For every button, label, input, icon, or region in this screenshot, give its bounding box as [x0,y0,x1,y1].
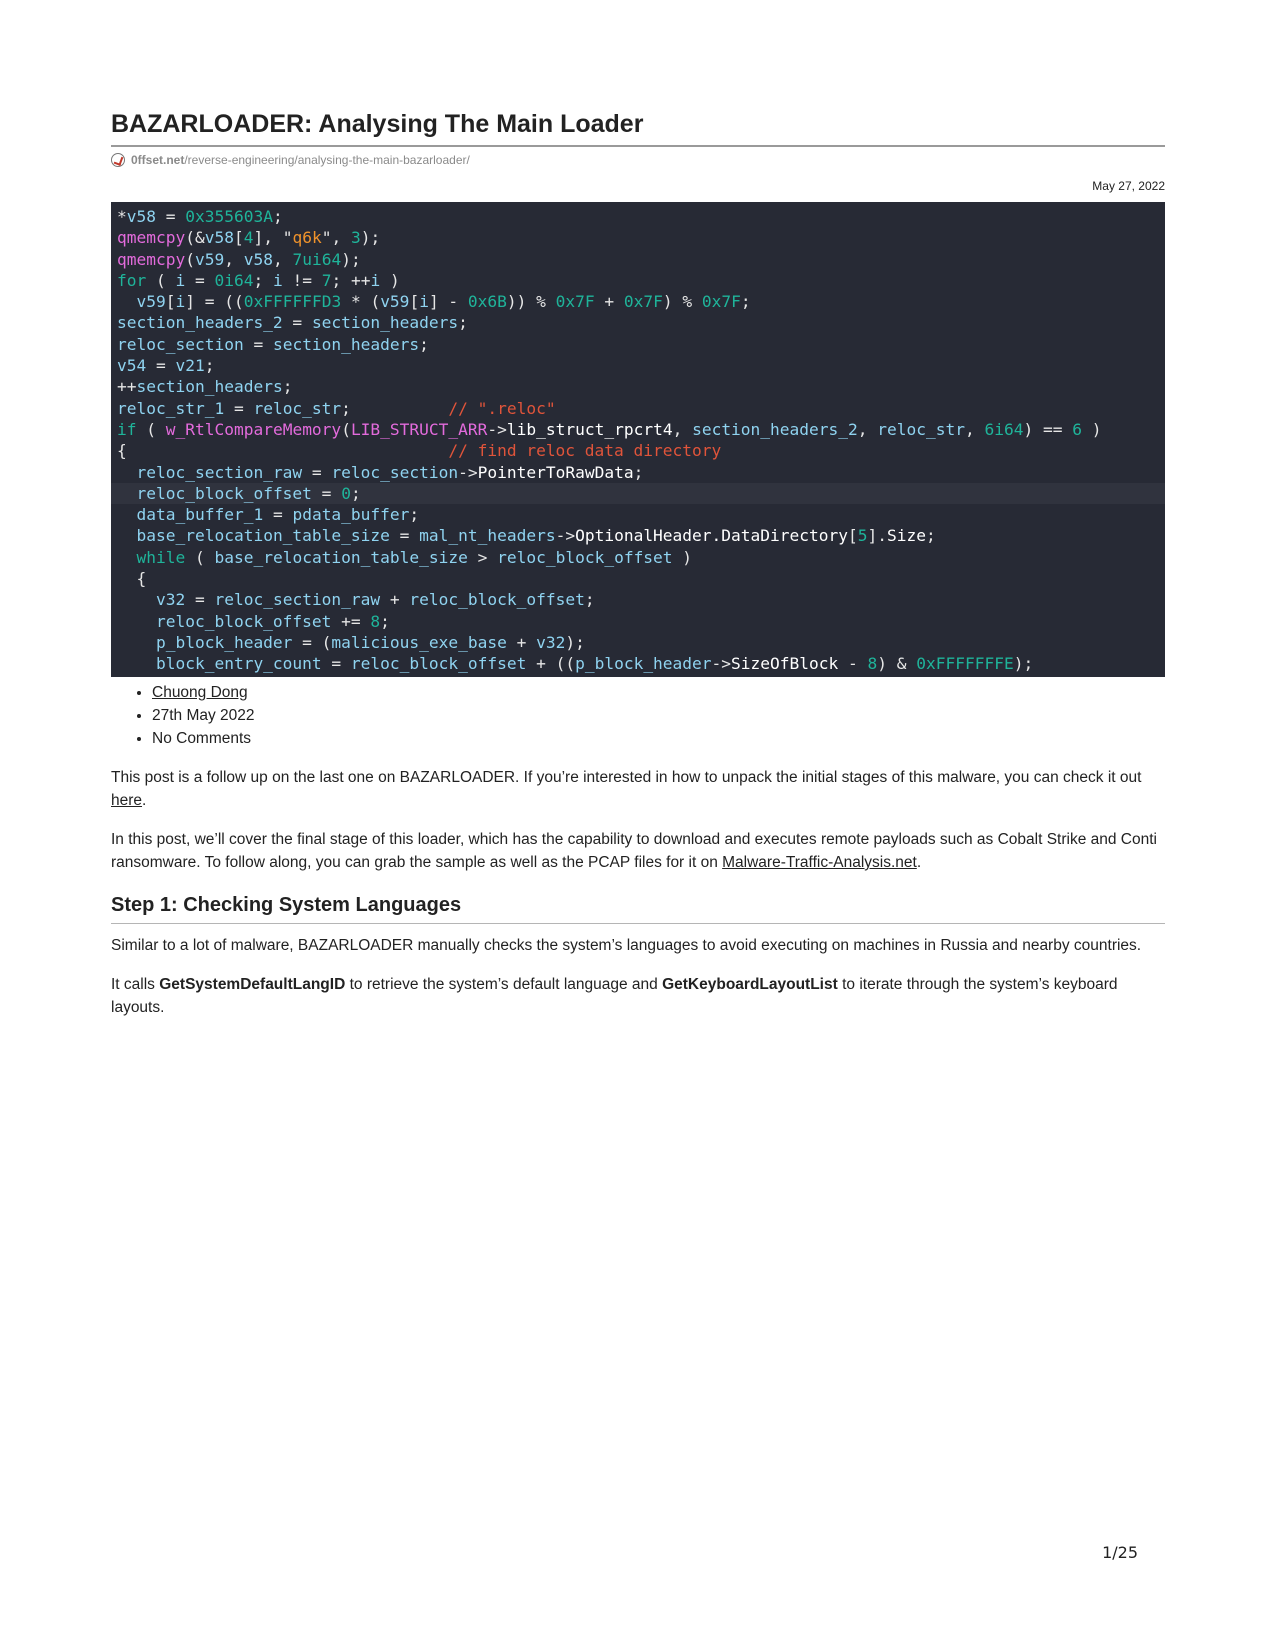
post-comments-item: • No Comments [152,727,1165,750]
api-calls-paragraph: It calls GetSystemDefaultLangID to retrieve the system’s default language and GetKeyboardLayoutList to iterate through the system’s keyboard layouts. [111,976,1118,1016]
publish-date: May 27, 2022 [1092,179,1165,193]
code-line: { [117,569,147,589]
post-date-item: • 27th May 2022 [152,704,1165,727]
code-line: v59[i] = ((0xFFFFFFD3 * (v59[i] - 0x6B)) % 0x7F + 0x7F) % 0x7F; [136,292,751,312]
code-line: base_relocation_table_size = mal_nt_headers->OptionalHeader.DataDirectory[5].Size; [136,526,936,546]
code-line: v54 = v21; [117,356,215,376]
malware-traffic-analysis-link[interactable]: Malware-Traffic-Analysis.net [722,854,917,871]
code-line: if ( w_RtlCompareMemory(LIB_STRUCT_ARR->lib_struct_rpcrt4, section_headers_2, reloc_str, 6i64) == 6 ) [117,419,1102,439]
code-line: block_entry_count = reloc_block_offset + ((p_block_header->SizeOfBlock - 8) & 0xFFFFFFFE); [155,654,1034,674]
code-screenshot [111,202,1165,677]
page-number: 1/25 [1102,1543,1138,1562]
code-line: reloc_section = section_headers; [117,334,429,354]
author-link[interactable]: Chuong Dong [152,684,248,701]
code-line: reloc_block_offset += 8; [155,611,390,631]
source-link[interactable] [111,153,1165,167]
here-link[interactable]: here [111,792,143,809]
page-title: BAZARLOADER: Analysing The Main Loader [111,110,1165,147]
source-domain: 0ffset.net [131,153,185,167]
code-line: { // find reloc data directory [117,441,722,461]
source-path: /reverse-engineering/analysing-the-main-bazarloader/ [184,153,470,167]
code-line: qmemcpy(&v58[4], "q6k", 3); [117,228,381,248]
code-line: section_headers_2 = section_headers; [117,313,468,333]
post-meta-list [111,681,1165,750]
code-line: reloc_section_raw = reloc_section->PointerToRawData; [136,462,644,482]
code-line: reloc_str_1 = reloc_str; // ".reloc" [117,398,556,418]
code-line: for ( i = 0i64; i != 7; ++i ) [117,270,400,290]
code-line: while ( base_relocation_table_size > reloc_block_offset ) [136,547,693,567]
language-check-paragraph: Similar to a lot of malware, BAZARLOADER manually checks the system’s languages to avoid executing on machines in Russia and nearby countries. [111,937,1142,954]
api-name-getsystemdefaultlangid: GetSystemDefaultLangID [159,976,346,993]
overview-paragraph: In this post, we’ll cover the final stage of this loader, which has the capability to download and executes remote payloads such as Cobalt Strike and Conti ransomware. To follow along, you can grab the sample as well as the PCAP files for it on Malware-Traffic-Analysis.net. [111,831,1157,871]
code-line: qmemcpy(v59, v58, 7ui64); [117,249,361,269]
step1-heading: Step 1: Checking System Languages [111,894,1165,924]
code-line: reloc_block_offset = 0; [111,483,1165,504]
code-line: data_buffer_1 = pdata_buffer; [136,505,420,525]
site-favicon-icon [111,153,125,167]
code-line: p_block_header = (malicious_exe_base + v32); [155,632,585,652]
code-line: v32 = reloc_section_raw + reloc_block_offset; [155,590,595,610]
code-line: *v58 = 0x355603A; [117,207,283,226]
intro-paragraph: This post is a follow up on the last one on BAZARLOADER. If you’re interested in how to unpack the initial stages of this malware, you can check it out here. [111,769,1142,809]
post-author-item [152,681,1165,704]
article [111,110,1165,1019]
api-name-getkeyboardlayoutlist: GetKeyboardLayoutList [662,976,838,993]
code-line: ++section_headers; [117,377,293,397]
